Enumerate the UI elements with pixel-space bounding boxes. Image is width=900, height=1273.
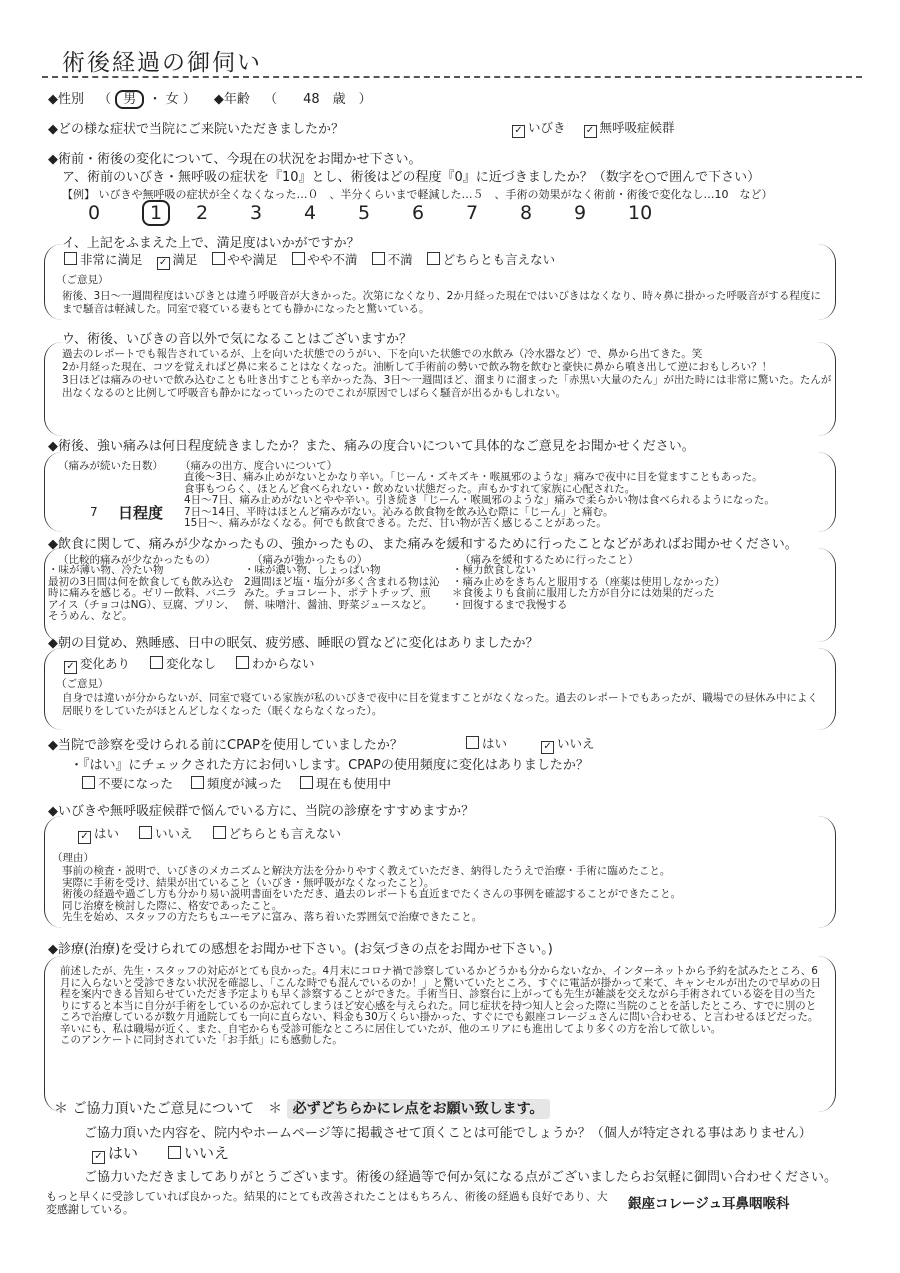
other-question: ウ、術後、いびきの音以外で気になることはございますか？ (62, 332, 412, 347)
satisfaction-option-label: 不満 (387, 252, 413, 267)
cpap-sub-checkbox[interactable] (300, 776, 313, 789)
satisfaction-option-label: やや満足 (227, 252, 278, 267)
recommend-option-label: どちらとも言えない (228, 826, 342, 841)
satisfaction-option-0[interactable] (64, 252, 143, 267)
cpap-option-1[interactable] (541, 736, 595, 751)
scale-option-5[interactable]: 5 (358, 202, 371, 224)
consent-question: ご協力頂いた内容を、院内やホームページ等に掲載させて頂くことは可能でしょうか？（個人が特定される事はありません） (84, 1126, 812, 1141)
food-less-label: （比較的痛みが少なかったもの） (58, 554, 216, 566)
sleep-option-label: わからない (252, 656, 315, 671)
cpap-question: ◆当院で診察を受けられる前にCPAPを使用していましたか？ (48, 738, 403, 753)
sleep-comment: 自身では違いが分からないが、同室で寝ている家族が私のいびきで夜中に目を覚ますことがなくなった。過去のレポートでもあったが、職場での昼休み中によく居眠りをしていたがほとんどしなくなった（眠くならなくなった）。 (62, 692, 818, 717)
snoring-checkbox[interactable] (512, 125, 525, 138)
cpap-options (466, 734, 629, 754)
sleep-option-1[interactable] (150, 656, 216, 671)
change-subquestion: ア、術前のいびき・無呼吸の症状を『10』とし、術後はどの程度『0』に近づきましたか？（数字を○で囲んで下さい） (62, 170, 761, 185)
cpap-sub-option-2[interactable] (300, 776, 391, 791)
cpap-sub-option-label: 頻度が減った (207, 776, 283, 791)
consent-checkbox[interactable] (168, 1146, 181, 1159)
sleep-question: ◆朝の目覚め、熟睡感、日中の眠気、疲労感、睡眠の質などに変化はありましたか？ (48, 636, 539, 651)
recommend-option-label: はい (94, 826, 120, 841)
opinion-label: （ご意見） (56, 678, 109, 690)
scale-option-0[interactable]: 0 (88, 202, 101, 224)
consent-header: ＊ ご協力頂いたご意見について ＊ 必ずどちらかにレ点をお願い致します。 (54, 1098, 550, 1118)
gender-row: ◆性別 （ 男 ・ 女 ） ◆年齢 （ 48 歳 ） (48, 92, 372, 107)
pain-days-unit: 日程度 (118, 504, 164, 522)
satisfaction-checkbox[interactable] (64, 252, 77, 265)
satisfaction-option-3[interactable] (292, 252, 358, 267)
satisfaction-option-label: やや不満 (307, 252, 358, 267)
sleep-checkbox[interactable] (64, 661, 77, 674)
sleep-checkbox[interactable] (236, 656, 249, 669)
cpap-sub-option-label: 不要になった (98, 776, 174, 791)
recommend-option-label: いいえ (155, 826, 193, 841)
cpap-sub-option-0[interactable] (82, 776, 173, 791)
impression-text: 前述したが、先生・スタッフの対応がとても良かった。4月末にコロナ禍で診察しているかどうかも分からないなか、インターネットから予約を試みたところ、6月に入らないと受診できない状況を確認し、「こんな時でも混んでいるのか！」と驚いていたところ、すぐに電話が掛かって来て、キャンセルが出たので早めの日程を案内できる旨知らせていただき予定よりも早く診察することができた。手術当日、診察台に上がっても先生が雑談を交えながら手術されている姿を目の当たりにすると本当に自分が手術をしているのか忘れてしまうほど安心感を与えられた。同じ症状を持つ知人と会った際に当院のことを話したところ、すでに別のところで治療しているが数ケ月通院しても一向に直らない、料金も30万くらい掛かった、すぐにでも銀座コレージュさんに問い合わせる、と言わせるほどだった。 辛いにも、私は職場が近く、また、自宅からも受診可能なところに居住していたが、他のエリアにも進出してより多くの方を治して欲しい。 このアンケートに同封されていた「お手紙」にも感動した。 (60, 965, 822, 1046)
satisfaction-checkbox[interactable] (372, 252, 385, 265)
pain-detail: 直後〜3日、痛み止めがないとかなり辛い。「じーん・ズキズキ・喉風邪のような」痛みで夜中に目を覚ますこともあった。 食事もつらく、ほとんど食べられない・飲めない状態だった。声もかすれて家族に心配された。 4日〜7日、痛み止めがないとやや辛い。引き続き「じーん・喉風邪のような」痛みで柔らかい物は食べられるようになった。 7日〜14日、平時はほとんど痛みがない。沁みる飲食物を飲み込む際に「じーん」と痛む。 15日〜、痛みがなくなる。何でも飲食できる。ただ、甘い物が苦く感じることがあった。 (184, 471, 775, 529)
satisfaction-option-label: どちらとも言えない (442, 252, 556, 267)
recommend-checkbox[interactable] (213, 826, 226, 839)
page-title: 術後経過の御伺い (62, 50, 262, 76)
sleep-option-0[interactable] (64, 656, 130, 671)
gender-label: ◆性別 (48, 92, 84, 107)
consent-option-1[interactable] (168, 1144, 229, 1162)
satisfaction-options (64, 250, 569, 270)
opinion-label: （ご意見） (56, 274, 109, 286)
satisfaction-option-4[interactable] (372, 252, 413, 267)
cpap-checkbox[interactable] (541, 741, 554, 754)
scale-option-7[interactable]: 7 (466, 202, 479, 224)
impression-question: ◆診療(治療)を受けられての感想をお聞かせ下さい。(お気づきの点をお聞かせ下さい。) (48, 942, 553, 957)
pain-days-value: 7 (90, 505, 98, 519)
cpap-sub-option-1[interactable] (191, 776, 282, 791)
satisfaction-checkbox[interactable] (292, 252, 305, 265)
thanks-message: ご協力いただきましてありがとうございます。術後の経過等で何か気になる点がございましたらお気軽に御問い合わせください。 (84, 1170, 837, 1185)
satisfaction-option-5[interactable] (427, 252, 556, 267)
sleep-option-label: 変化なし (166, 656, 217, 671)
reason-label: （理由） (52, 852, 94, 864)
age-label: ◆年齢 (213, 92, 250, 107)
age-value: （ 48 歳 ） (264, 92, 372, 107)
cpap-sub-options (82, 774, 409, 792)
recommend-option-0[interactable] (78, 826, 119, 841)
cpap-option-label: いいえ (557, 736, 595, 751)
footer-note: もっと早くに受診していれば良かった。結果的にとても改善されたことはもちろん、術後の経過も良好であり、大変感謝している。 (46, 1190, 608, 1216)
food-strong-label: （痛みが強かったもの） (252, 554, 368, 566)
food-relief-text: ・極力飲食しない ・痛み止めをきちんと服用する（座薬は使用しなかった） ＊食後よりも食前に服用した方が自分には効果的だった ・回復するまで我慢する (452, 564, 725, 611)
symptom-question: ◆どの様な症状で当院にご来院いただきましたか？ (48, 122, 344, 137)
sleep-option-label: 変化あり (80, 656, 131, 671)
scale-option-9[interactable]: 9 (574, 202, 587, 224)
recommend-option-1[interactable] (139, 826, 193, 841)
consent-option-label: いいえ (184, 1144, 230, 1162)
satisfaction-checkbox[interactable] (157, 257, 170, 270)
reason-text: 事前の検査・説明で、いびきのメカニズムと解決方法を分かりやすく教えていただき、納得したうえで治療・手術に臨めたこと。 実際に手術を受け、結果が出ていること（いびき・無呼吸がなくなったこと）。 術後の経過や過ごし方も分かり易い説明書面をいただき、過去のレポートも直近までたくさんの事例を確認することができたこと。 同じ治療を検討した際に、格安であったこと。 先生を始め、スタッフの方たちもユーモアに富み、落ち着いた雰囲気で治療できたこと。 (62, 865, 682, 923)
scale-option-2[interactable]: 2 (196, 202, 209, 224)
scale-option-3[interactable]: 3 (250, 202, 263, 224)
recommend-checkbox[interactable] (139, 826, 152, 839)
food-relief-label: （痛みを緩和するために行ったこと） (460, 554, 639, 566)
scale-option-6[interactable]: 6 (412, 202, 425, 224)
cpap-sub-checkbox[interactable] (82, 776, 95, 789)
sleep-option-2[interactable] (236, 656, 315, 671)
change-question: ◆術前・術後の変化について、今現在の状況をお聞かせ下さい。 (48, 152, 422, 167)
pain-question: ◆術後、強い痛みは何日程度続きましたか？また、痛みの度合いについて具体的なご意見をお聞かせください。 (48, 439, 695, 454)
consent-option-label: はい (108, 1144, 139, 1162)
satisfaction-comment: 術後、3日〜一週間程度はいびきとは違う呼吸音が大きかった。次第になくなり、2か月経った現在ではいびきはなくなり、時々鼻に掛かった呼吸音がする程度にまで騒音は軽減した。同室で寝ている妻もとても静かになったと驚いている。 (62, 290, 821, 315)
other-comment: 過去のレポートでも報告されているが、上を向いた状態でのうがい、下を向いた状態での水飲み（冷水器など）で、鼻から出てきた。笑 2か月経った現在、コツを覚えればど鼻に来ることはなくなった。油断して手術前の勢いで飲み物を飲むと豪快に鼻から噴き出して逆におもしろい？！ 3日ほどは痛みのせいで飲み込むことも吐き出すことも辛かった為、3日〜一週間ほど、溜まりに溜まった「赤黒い大量のたん」が出た時には非常に驚いた。たんが出なくなるのと比例して呼吸音も静かになっていったのでこれが原因でしばらく騒音が出るかもしれない。 (62, 348, 832, 399)
gender-female-option[interactable]: 女 (165, 92, 179, 107)
satisfaction-question: イ、上記をふまえた上で、満足度はいかがですか？ (62, 236, 360, 251)
food-strong-text: ・味が濃い物、しょっぱい物 2週間ほど塩・塩分が多く含まれる物は沁みた。チョコレート、ポテトチップ、煎餅、味噌汁、醤油、野菜ジュースなど。 (244, 564, 440, 611)
cpap-subquestion: ・『はい』にチェックされた方にお伺いします。CPAPの使用頻度に変化はありましたか？ (70, 758, 589, 773)
satisfaction-checkbox[interactable] (427, 252, 440, 265)
cpap-sub-option-label: 現在も使用中 (316, 776, 392, 791)
apnea-checkbox[interactable] (584, 125, 597, 138)
change-example: 【例】 いびきや無呼吸の症状が全くなくなった…０ 、半分くらいまで軽減した…５ 、手術の効果がなく術前・術後で変化なし…10 など） (62, 188, 773, 201)
food-less-text: ・味が薄い物、冷たい物 最初の3日間は何を飲食しても飲み込む時に痛みを感じる。ゼリー飲料、バニラアイス（チョコはNG）、豆腐、プリン、そうめん、など。 (48, 564, 237, 622)
cpap-sub-checkbox[interactable] (191, 776, 204, 789)
satisfaction-option-1[interactable] (157, 252, 198, 267)
satisfaction-option-label: 非常に満足 (80, 252, 143, 267)
sleep-checkbox[interactable] (150, 656, 163, 669)
cpap-option-0[interactable] (466, 736, 507, 751)
severity-scale (88, 200, 682, 226)
sleep-options (64, 654, 335, 674)
scale-option-8[interactable]: 8 (520, 202, 533, 224)
pain-days-label: （痛みが続いた日数） (58, 460, 163, 472)
gender-male-option[interactable]: 男 (115, 90, 144, 109)
scale-option-4[interactable]: 4 (304, 202, 317, 224)
satisfaction-option-label: 満足 (172, 252, 198, 267)
symptom-options: ✓ いびき ✓ 無呼吸症候群 (512, 118, 675, 138)
consent-option-0[interactable] (92, 1144, 138, 1162)
food-question: ◆飲食に関して、痛みが少なかったもの、強かったもの、また痛みを緩和するために行ったことなどがあればお聞かせください。 (48, 537, 798, 552)
scale-option-10[interactable]: 10 (628, 202, 653, 224)
recommend-option-2[interactable] (213, 826, 342, 841)
consent-emphasis: 必ずどちらかにレ点をお願い致します。 (287, 1099, 550, 1119)
clinic-name: 銀座コレージュ耳鼻咽喉科 (628, 1196, 790, 1212)
recommend-options (78, 824, 361, 844)
pain-detail-label: （痛みの出方、度合いについて） (180, 460, 338, 472)
cpap-checkbox[interactable] (466, 736, 479, 749)
cpap-option-label: はい (482, 736, 508, 751)
recommend-checkbox[interactable] (78, 831, 91, 844)
consent-checkbox[interactable] (92, 1151, 105, 1164)
title-divider (42, 76, 862, 78)
satisfaction-option-2[interactable] (212, 252, 278, 267)
satisfaction-checkbox[interactable] (212, 252, 225, 265)
recommend-question: ◆いびきや無呼吸症候群で悩んでいる方に、当院の診療をすすめますか？ (48, 804, 475, 819)
consent-options (92, 1142, 259, 1164)
scale-option-1[interactable]: 1 (142, 200, 196, 226)
